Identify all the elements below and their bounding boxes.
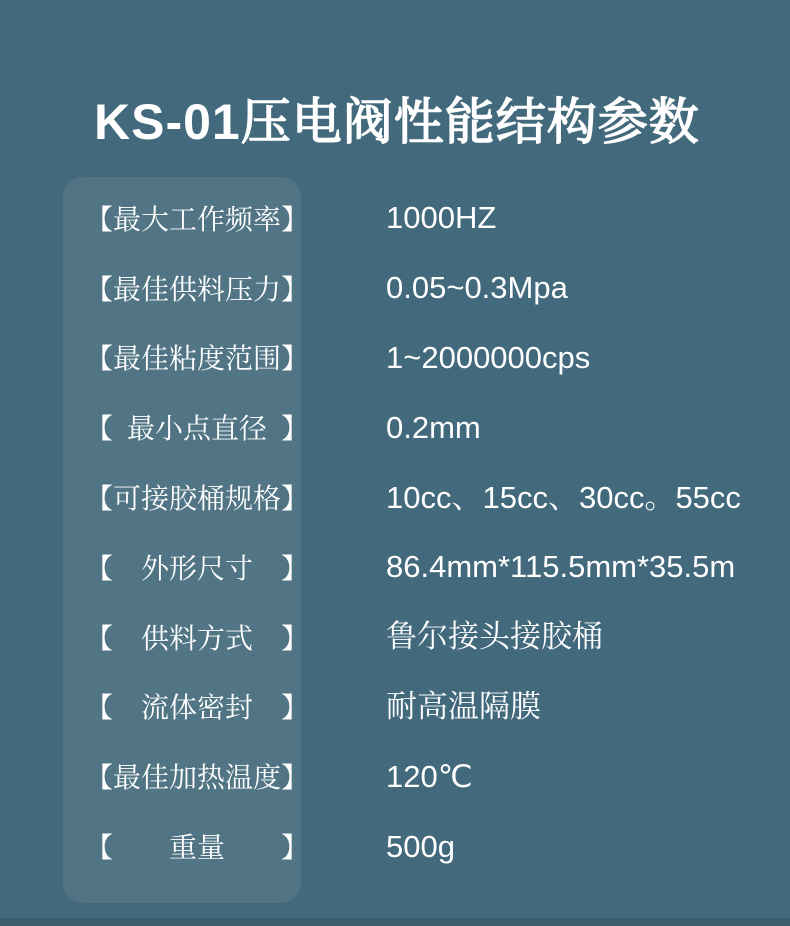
spec-value: 500g — [386, 828, 455, 864]
spec-row-weight — [0, 813, 790, 883]
spec-value: 鲁尔接头接胶桶 — [386, 619, 603, 655]
bottom-shade-strip — [0, 918, 790, 926]
spec-row-dimensions — [0, 534, 790, 604]
spec-value: 耐高温隔膜 — [386, 688, 541, 724]
spec-label: 【 流体密封 】 — [85, 692, 310, 724]
spec-label: 【 供料方式 】 — [85, 622, 310, 654]
spec-label: 【最佳加热温度】 — [85, 762, 310, 794]
spec-value: 120℃ — [386, 758, 473, 794]
spec-value: 86.4mm*115.5mm*35.5m — [386, 549, 736, 585]
spec-row-heating-temperature — [0, 743, 790, 813]
spec-value: 0.2mm — [386, 409, 481, 445]
spec-row-feed-pressure — [0, 255, 790, 325]
spec-label: 【 最小点直径 】 — [85, 413, 310, 445]
spec-value: 1~2000000cps — [386, 339, 591, 375]
spec-table — [0, 185, 790, 883]
spec-label: 【 重量 】 — [85, 832, 310, 864]
spec-row-barrel-sizes — [0, 464, 790, 534]
spec-row-max-frequency — [0, 185, 790, 255]
spec-value: 10cc、15cc、30cc。55cc — [386, 479, 741, 515]
spec-label: 【 外形尺寸 】 — [85, 552, 310, 584]
spec-row-fluid-seal — [0, 674, 790, 744]
spec-label: 【最佳粘度范围】 — [85, 343, 310, 375]
spec-row-viscosity-range — [0, 325, 790, 395]
spec-value: 1000HZ — [386, 200, 497, 236]
spec-label: 【最大工作频率】 — [85, 203, 310, 235]
spec-label: 【最佳供料压力】 — [85, 273, 310, 305]
spec-value: 0.05~0.3Mpa — [386, 270, 568, 306]
spec-row-min-dot-diameter — [0, 394, 790, 464]
spec-label: 【可接胶桶规格】 — [85, 483, 310, 515]
page-title: KS-01压电阀性能结构参数 — [94, 93, 700, 150]
spec-row-feed-method — [0, 604, 790, 674]
